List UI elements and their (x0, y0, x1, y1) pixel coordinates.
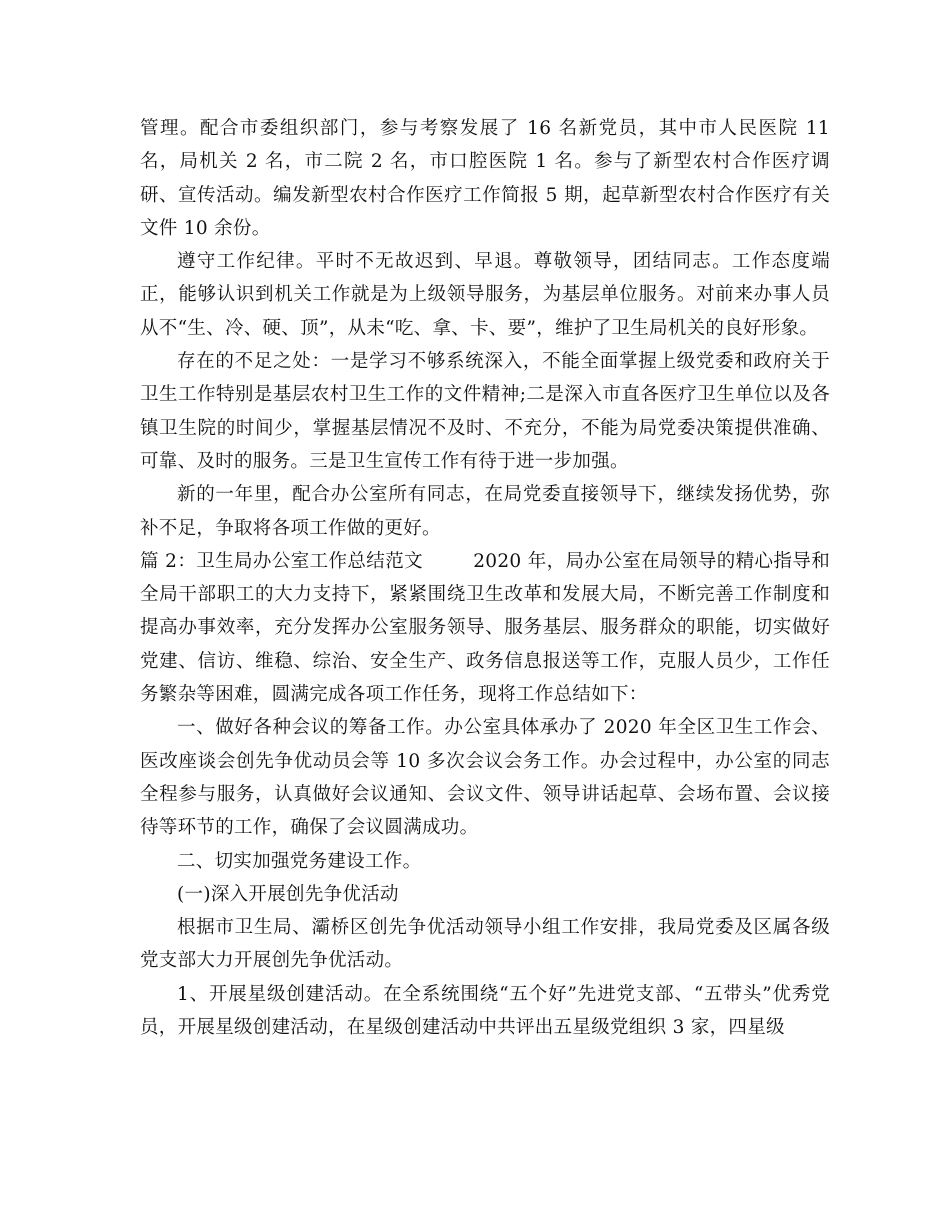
paragraph: 新的一年里，配合办公室所有同志，在局党委直接领导下，继续发扬优势，弥补不足，争取将各项工作做的更好。 (140, 484, 830, 539)
paragraph: 存在的不足之处：一是学习不够系统深入，不能全面掌握上级党委和政府关于卫生工作特别是基层农村卫生工作的文件精神;二是深入市直各医疗卫生单位以及各镇卫生院的时间少，掌握基层情况不及时、不充分，不能为局党委决策提供准确、可靠、及时的服务。三是卫生宣传工作有待于进一步加强。 (140, 351, 830, 472)
paragraph: 遵守工作纪律。平时不无故迟到、早退。尊敬领导，团结同志。工作态度端正，能够认识到机关工作就是为上级领导服务，为基层单位服务。对前来办事人员从不“生、冷、硬、顶”，从未“吃、拿、卡、要”，维护了卫生局机关的良好形象。 (140, 251, 830, 339)
section-heading-paragraph: 篇 2：卫生局办公室工作总结范文 2020 年，局办公室在局领导的精心指导和全局干部职工的大力支持下，紧紧围绕卫生改革和发展大局，不断完善工作制度和提高办事效率，充分发挥办公室服务领导、服务基层、服务群众的职能，切实做好党建、信访、维稳、综治、安全生产、政务信息报送等工作，克服人员少，工作任务繁杂等困难，圆满完成各项工作任务，现将工作总结如下： (140, 550, 830, 706)
paragraph: 根据市卫生局、灞桥区创先争优活动领导小组工作安排，我局党委及区属各级党支部大力开展创先争优活动。 (140, 917, 830, 972)
paragraph: 一、做好各种会议的筹备工作。办公室具体承办了 2020 年全区卫生工作会、医改座谈会创先争优动员会等 10 多次会议会务工作。办会过程中，办公室的同志全程参与服务，认真做好会议通知、会议文件、领导讲话起草、会场布置、会议接待等环节的工作，确保了会议圆满成功。 (140, 717, 830, 839)
subsection-heading: 二、切实加强党务建设工作。 (177, 850, 422, 872)
paragraph: 管理。配合市委组织部门，参与考察发展了 16 名新党员，其中市人民医院 11 名，局机关 2 名，市二院 2 名，市口腔医院 1 名。参与了新型农村合作医疗调研、宣传活动。编发新型农村合作医疗工作简报 5 期，起草新型农村合作医疗有关文件 10 余份。 (140, 118, 830, 239)
document-body (140, 112, 830, 1044)
paragraph: 1、开展星级创建活动。在全系统围绕“五个好”先进党支部、“五带头”优秀党员，开展星级创建活动，在星级创建活动中共评出五星级党组织 3 家，四星级 (140, 983, 830, 1039)
subsection-heading: (一)深入开展创先争优活动 (177, 883, 399, 905)
